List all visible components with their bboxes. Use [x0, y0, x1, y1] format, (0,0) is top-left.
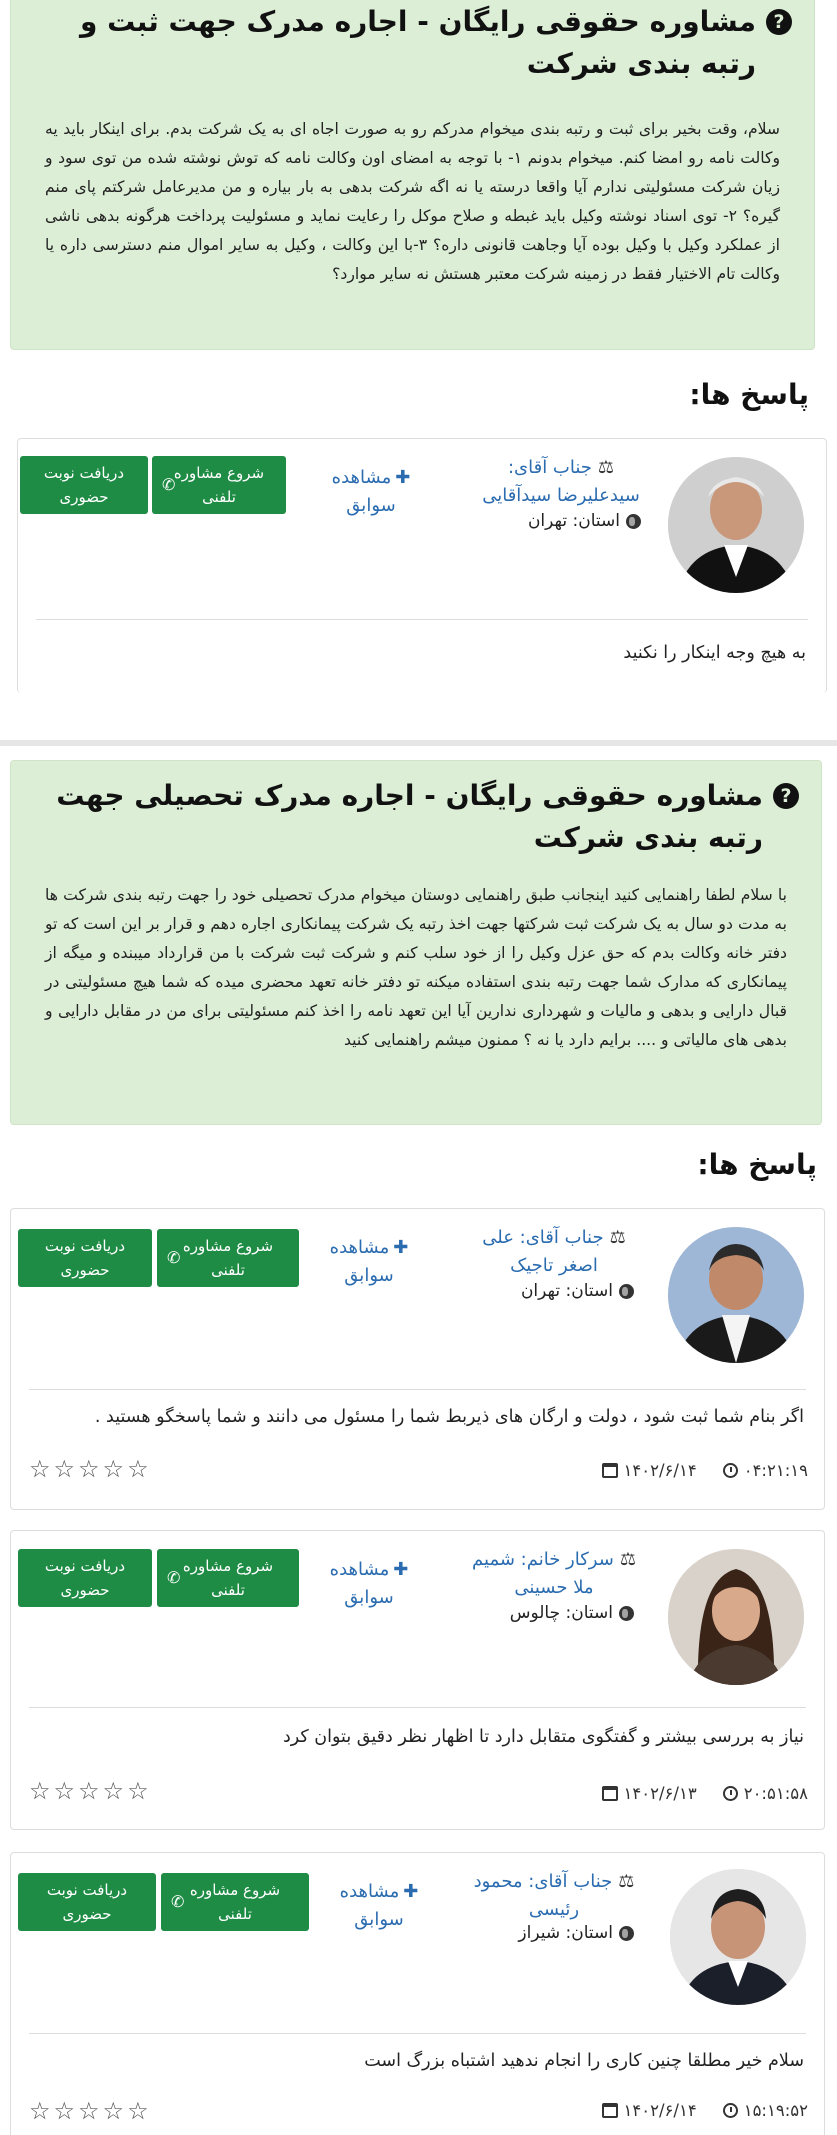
province-text: استان: شیراز [518, 1923, 613, 1943]
view-history-link[interactable] [316, 464, 426, 520]
plus-icon: ✚ [393, 1559, 409, 1580]
start-phone-consult-button[interactable] [161, 1873, 309, 1931]
globe-icon [626, 514, 641, 529]
answer-meta [602, 2101, 808, 2120]
call-btn-label: شروع مشاوره تلفنی [189, 1881, 281, 1923]
question-body-2: با سلام لطفا راهنمایی کنید اینجانب طبق راهنمایی دوستان میخوام مدرک تحصیلی خود را جهت رتبه بندی شرکت ها به مدت دو سال به یک شرکت ثبت شرکتها جهت اخذ رتبه یک شرکت پیمانکاری اجاره دهم و قرار بر این است که تو دفتر خانه وکالت بدم که حق عزل وکیل را از خود سلب کنم و شرکت ثبت شرکت با من قرارداد میبنده و میگه از پیمانکاری که مدارک شما جهت رتبه بندی استفاده میکنه تو دفتر خانه تعهد محضری میده که شما هیچ مسئولیتی در قبال دارایی و بدهی و مالیات و شهرداری ندارین آیا این تعهد نامه را اخذ کنم مسئولیتی برای من در مقابل دارایی و بدهی های مالیاتی و .... برایم دارد یا نه ؟ ممنون میشم راهنمایی کنید [45, 886, 787, 1049]
view-history-link[interactable] [324, 1878, 434, 1934]
lawyer-name-link[interactable] [476, 454, 646, 510]
calendar-icon [602, 1463, 618, 1478]
lawyer-photo [668, 457, 804, 593]
question-icon: ? [773, 783, 799, 809]
date-text: ۱۴۰۲/۶/۱۴ [623, 2101, 697, 2120]
question-box-2 [10, 760, 822, 1125]
province-text: استان: تهران [527, 511, 620, 531]
time-text: ۰۴:۲۱:۱۹ [743, 1461, 808, 1480]
lawyer-province [528, 511, 641, 531]
scale-icon: ⚖ [618, 1871, 635, 1892]
view-history-link[interactable] [314, 1556, 424, 1612]
answer-time [723, 1461, 808, 1480]
date-text: ۱۴۰۲/۶/۱۴ [623, 1461, 697, 1480]
lawyer-photo [670, 1869, 806, 2005]
answer-date [602, 1784, 697, 1803]
answer-time [723, 2101, 808, 2120]
get-visit-appointment-button[interactable] [20, 456, 148, 514]
answer-text: به هیچ وجه اینکار را نکنید [623, 643, 806, 663]
phone-icon: ✆ [167, 1568, 181, 1587]
clock-icon [723, 2103, 738, 2118]
visit-btn-label: دریافت نوبت حضوری [44, 1237, 126, 1279]
history-text: مشاهده سوابق [331, 467, 396, 516]
call-btn-label: شروع مشاوره تلفنی [182, 1557, 274, 1599]
answer-text: سلام خیر مطلقا چنین کاری را انجام ندهید اشتباه بزرگ است [364, 2051, 804, 2071]
divider [36, 619, 808, 620]
lawyer-avatar[interactable] [668, 1227, 804, 1363]
divider [29, 1389, 806, 1390]
globe-icon [619, 1926, 634, 1941]
rating-stars[interactable]: ☆☆☆☆☆ [29, 1777, 152, 1805]
phone-icon: ✆ [167, 1248, 181, 1267]
visit-btn-label: دریافت نوبت حضوری [43, 464, 125, 506]
province-text: استان: تهران [520, 1281, 613, 1301]
answer-time [723, 1784, 808, 1803]
question-box-1 [10, 0, 815, 350]
divider [29, 1707, 806, 1708]
view-history-link[interactable] [314, 1234, 424, 1290]
globe-icon [619, 1606, 634, 1621]
lawyer-avatar[interactable] [670, 1869, 806, 2005]
answer-card [10, 1208, 825, 1510]
lawyer-province [518, 1923, 634, 1943]
scale-icon: ⚖ [597, 457, 615, 478]
call-btn-label: شروع مشاوره تلفنی [173, 464, 265, 506]
get-visit-appointment-button[interactable] [18, 1549, 152, 1607]
question-body-1: سلام، وقت بخیر برای ثبت و رتبه بندی میخوام مدرکم رو به صورت اجاه ای به یک شرکت بدم. برای اینکار باید یه وکالت نامه رو امضا کنم. میخوام بدونم ۱- با توجه به امضای اون وکالت نامه که توش نوشته شده من توی سود و زیان شرکت مسئولیتی ندارم آیا واقعا درسته یا نه اگه شرکت بدهی به بار بیاره و من مدیرعامل شرکتم پای منم گیره؟ ۲- توی اسناد نوشته وکیل باید غبطه و صلاح موکل را رعایت نماید و مسئولیت پرداخت هرگونه بدهی ناشی از عملکرد وکیل با وکیل بوده آیا وجاهت قانونی داره؟ ۳-با این وکالت ، وکیل به سایر اموال منم دسترسی داره یا وکالت تام الاختیار فقط در زمینه شرکت معتبر هستش نه سایر موارد؟ [45, 120, 781, 283]
rating-stars[interactable]: ☆☆☆☆☆ [29, 2097, 152, 2125]
globe-icon [619, 1284, 634, 1299]
answer-meta [602, 1461, 808, 1480]
lawyer-name-link[interactable] [464, 1546, 644, 1602]
start-phone-consult-button[interactable] [157, 1229, 299, 1287]
plus-icon: ✚ [395, 467, 411, 488]
start-phone-consult-button[interactable] [152, 456, 286, 514]
answer-text: نیاز به بررسی بیشتر و گفتگوی متقابل دارد تا اظهار نظر دقیق بتوان کرد [282, 1727, 804, 1747]
question-icon: ? [766, 9, 792, 35]
province-text: استان: چالوس [509, 1603, 613, 1623]
answer-text: اگر بنام شما ثبت شود ، دولت و ارگان های ذیربط شما را مسئول می دانند و شما پاسخگو هستید . [94, 1407, 804, 1427]
visit-btn-label: دریافت نوبت حضوری [46, 1881, 128, 1923]
answer-card [10, 1852, 825, 2135]
lawyer-name-link[interactable] [464, 1868, 644, 1924]
question-title-2 [33, 775, 799, 859]
call-btn-label: شروع مشاوره تلفنی [182, 1237, 274, 1279]
answer-date [602, 1461, 697, 1480]
time-text: ۱۵:۱۹:۵۲ [743, 2101, 808, 2120]
clock-icon [723, 1463, 738, 1478]
plus-icon: ✚ [403, 1881, 419, 1902]
time-text: ۲۰:۵۱:۵۸ [743, 1784, 808, 1803]
question-title-1 [33, 1, 792, 85]
lawyer-name-text: جناب آقای: علی اصغر تاجیک [482, 1227, 604, 1276]
plus-icon: ✚ [393, 1237, 409, 1258]
answer-date [602, 2101, 697, 2120]
question-title-text: مشاوره حقوقی رایگان - اجاره مدرک تحصیلی جهت رتبه بندی شرکت [56, 779, 763, 854]
start-phone-consult-button[interactable] [157, 1549, 299, 1607]
answer-meta [602, 1784, 808, 1803]
calendar-icon [602, 1786, 618, 1801]
calendar-icon [602, 2103, 618, 2118]
answers-heading-2: پاسخ ها: [697, 1148, 817, 1181]
lawyer-name-text: سرکار خانم: شمیم ملا حسینی [472, 1549, 614, 1598]
divider [29, 2033, 806, 2034]
lawyer-avatar[interactable] [668, 1549, 804, 1685]
phone-icon: ✆ [162, 475, 176, 494]
lawyer-name-text: جناب آقای: سیدعلیرضا سیدآقایی [482, 457, 640, 506]
scale-icon: ⚖ [619, 1549, 636, 1570]
date-text: ۱۴۰۲/۶/۱۳ [623, 1784, 697, 1803]
visit-btn-label: دریافت نوبت حضوری [44, 1557, 126, 1599]
lawyer-province [510, 1603, 634, 1623]
screenshot-separator [0, 740, 837, 746]
answer-card [17, 438, 827, 693]
lawyer-name-link[interactable] [464, 1224, 644, 1280]
lawyer-photo [668, 1227, 804, 1363]
answer-card [10, 1530, 825, 1830]
phone-icon: ✆ [171, 1892, 185, 1911]
get-visit-appointment-button[interactable] [18, 1229, 152, 1287]
lawyer-photo [668, 1549, 804, 1685]
clock-icon [723, 1786, 738, 1801]
history-text: مشاهده سوابق [329, 1237, 394, 1286]
rating-stars[interactable]: ☆☆☆☆☆ [29, 1455, 152, 1483]
lawyer-province [521, 1281, 634, 1301]
lawyer-avatar[interactable] [668, 457, 804, 593]
history-text: مشاهده سوابق [329, 1559, 394, 1608]
answers-heading-1: پاسخ ها: [689, 378, 809, 411]
history-text: مشاهده سوابق [339, 1881, 404, 1930]
scale-icon: ⚖ [609, 1227, 626, 1248]
question-title-text: مشاوره حقوقی رایگان - اجاره مدرک جهت ثبت و رتبه بندی شرکت [79, 5, 756, 80]
get-visit-appointment-button[interactable] [18, 1873, 156, 1931]
lawyer-name-text: جناب آقای: محمود رئیسی [473, 1871, 613, 1920]
